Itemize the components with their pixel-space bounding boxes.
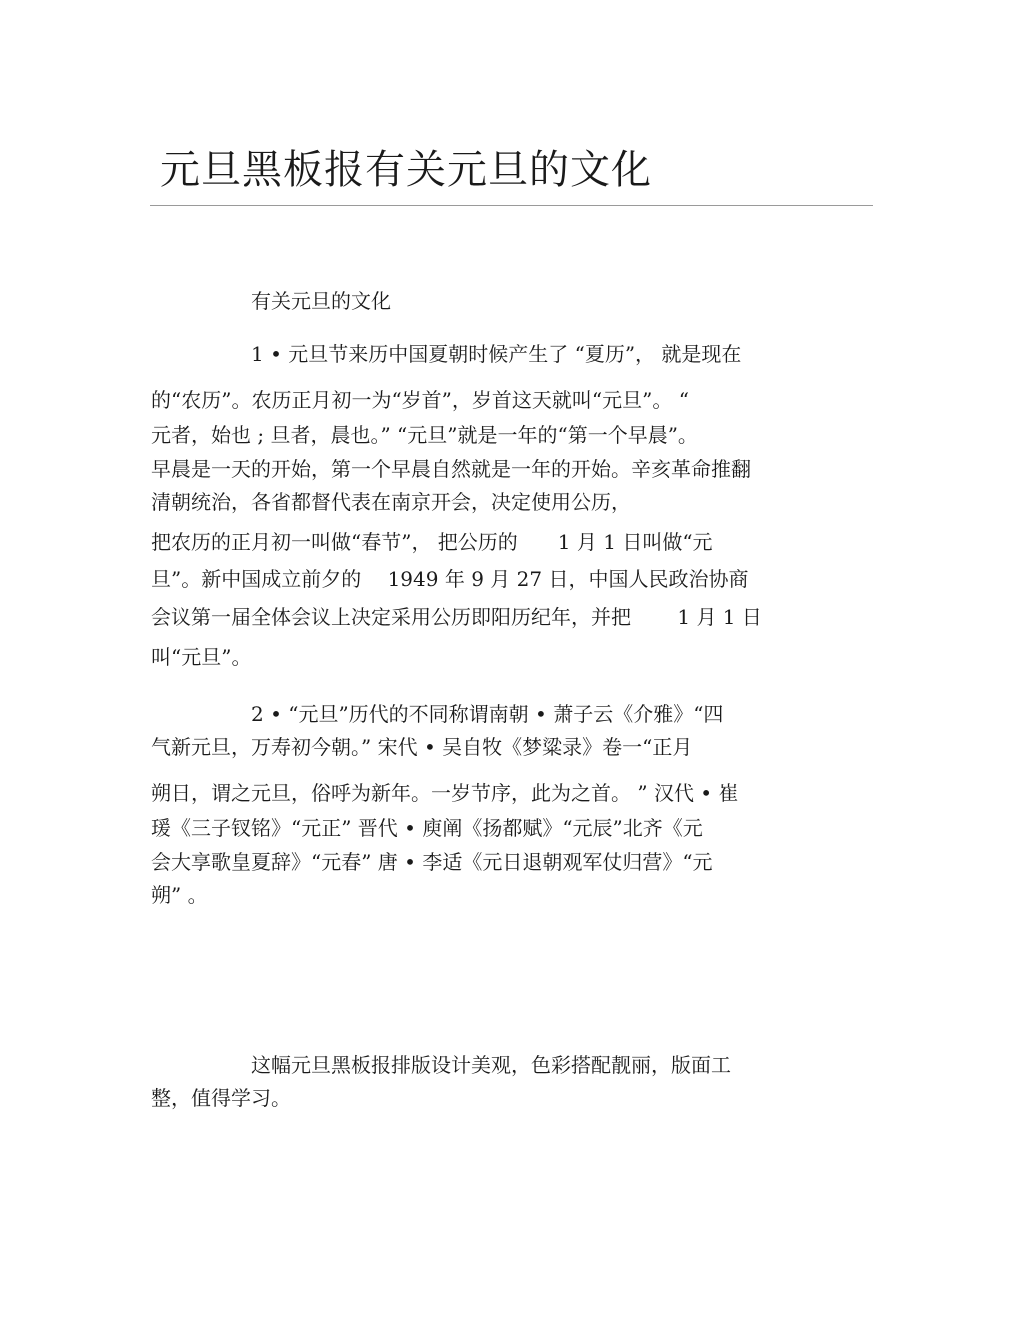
- paragraph-1-line-5: 清朝统治，各省都督代表在南京开会，决定使用公历，: [151, 490, 631, 514]
- section-heading: 有关元旦的文化: [251, 289, 391, 313]
- paragraph-2-line-1: 2 • “元旦”历代的不同称谓南朝 • 萧子云《介雅》“四: [251, 702, 724, 726]
- paragraph-1-line-1: 1 • 元旦节来历中国夏朝时候产生了 “夏历”， 就是现在: [251, 342, 742, 366]
- paragraph-2-line-5: 会大享歌皇夏辞》“元春” 唐 • 李适《元日退朝观军仗归营》“元: [151, 850, 713, 874]
- paragraph-1-line-9: 叫“元旦”。: [151, 645, 252, 669]
- paragraph-1-line-2: 的“农历”。农历正月初一为“岁首”，岁首这天就叫“元旦”。 “: [151, 388, 689, 412]
- paragraph-2-line-4: 瑗《三子钗铭》“元正” 晋代 • 庾阐《扬都赋》“元辰”北齐《元: [151, 816, 703, 840]
- paragraph-1-line-8: 会议第一届全体会议上决定采用公历即阳历纪年，并把 1 月 1 日: [151, 605, 762, 629]
- paragraph-1-line-7: 旦”。新中国成立前夕的 1949 年 9 月 27 日，中国人民政治协商: [151, 567, 749, 591]
- paragraph-2-line-6: 朔” 。: [151, 883, 208, 907]
- paragraph-1-line-3: 元者，始也 ; 旦者，晨也。” “元旦”就是一年的“第一个早晨”。: [151, 423, 698, 447]
- page-title: 元旦黑板报有关元旦的文化: [160, 147, 652, 193]
- paragraph-2-line-2: 气新元旦，万寿初今朝。” 宋代 • 吴自牧《梦粱录》卷一“正月: [151, 735, 693, 759]
- paragraph-1-line-4: 早晨是一天的开始，第一个早晨自然就是一年的开始。辛亥革命推翻: [151, 457, 751, 481]
- paragraph-3-line-1: 这幅元旦黑板报排版设计美观，色彩搭配靓丽，版面工: [251, 1053, 731, 1077]
- paragraph-2-line-3: 朔日，谓之元旦，俗呼为新年。一岁节序，此为之首。 ” 汉代 • 崔: [151, 781, 739, 805]
- paragraph-1-line-6: 把农历的正月初一叫做“春节”， 把公历的 1 月 1 日叫做“元: [151, 530, 713, 554]
- paragraph-3-line-2: 整，值得学习。: [151, 1086, 291, 1110]
- title-divider: [150, 205, 873, 206]
